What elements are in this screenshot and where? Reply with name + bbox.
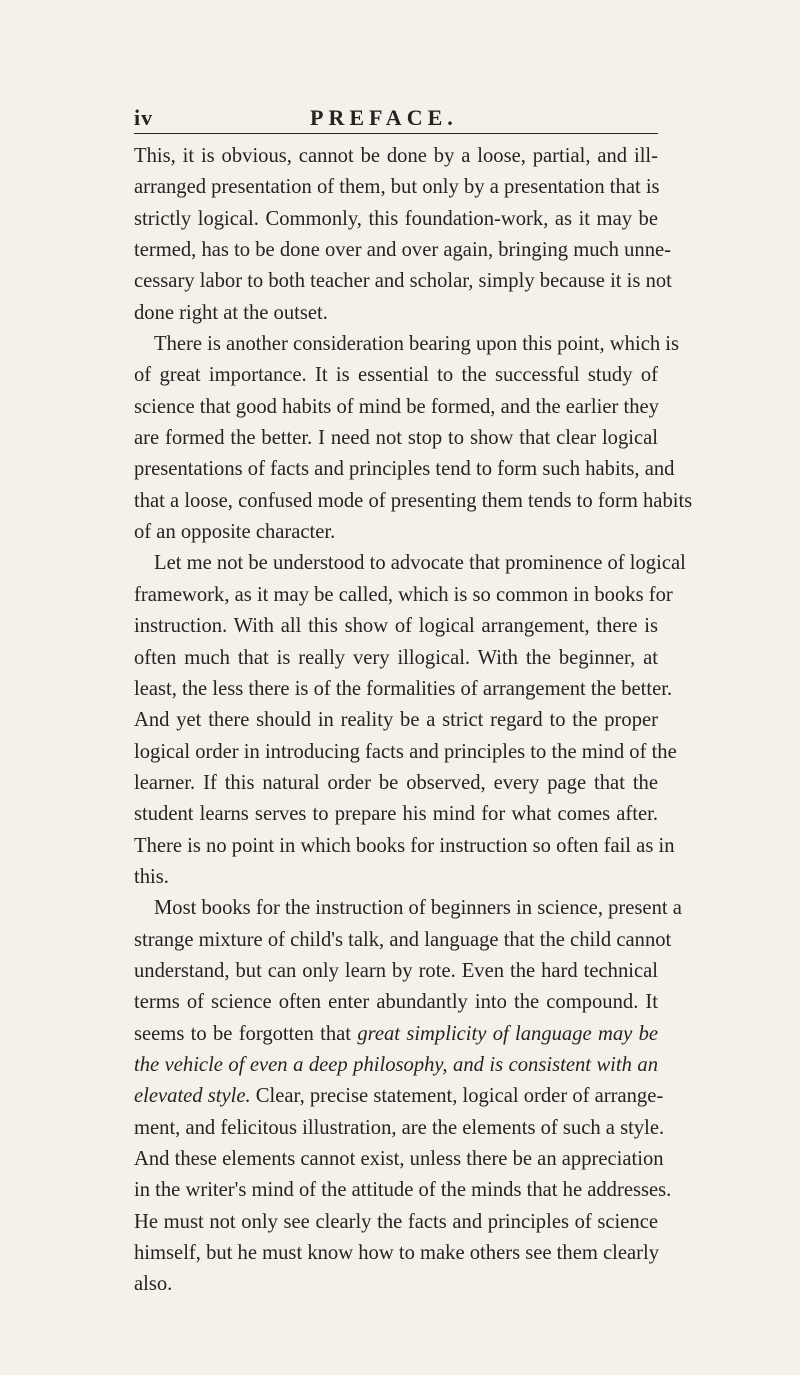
text-line: of an opposite character. (134, 521, 336, 544)
text-line: of great importance. It is essential to the successful study of (134, 364, 658, 387)
text-line: logical order in introducing facts and principles to the mind of the (134, 740, 677, 763)
text-segment: Clear, precise statement, logical order of arrange- (255, 1085, 664, 1108)
italic-phrase: elevated style. (134, 1085, 251, 1108)
text-line: Most books for the instruction of beginners in science, present a (154, 897, 682, 920)
text-segment: seems to be forgotten that (134, 1022, 351, 1045)
text-line: cessary labor to both teacher and scholar, simply because it is not (134, 270, 672, 293)
text-line: And these elements cannot exist, unless there be an appreciation (134, 1148, 664, 1170)
text-line: that a loose, confused mode of presenting them tends to form habits (134, 489, 693, 512)
text-line: He must not only see clearly the facts and principles of science (134, 1210, 658, 1233)
text-line: terms of science often enter abundantly into the compound. It (134, 991, 658, 1014)
text-line: this. (134, 865, 169, 888)
text-line: presentations of facts and principles tend to form such habits, and (134, 458, 675, 481)
preface-body (134, 141, 693, 1301)
text-line: termed, has to be done over and over again, bringing much unne- (134, 239, 671, 262)
text-line: student learns serves to prepare his mind for what comes after. (134, 803, 658, 826)
running-title: PREFACE. (310, 105, 458, 130)
text-line: in the writer's mind of the attitude of the minds that he addresses. (134, 1179, 672, 1202)
text-line (134, 1081, 664, 1112)
text-line: arranged presentation of them, but only by a presentation that is (134, 176, 660, 199)
text-line: strictly logical. Commonly, this foundation-work, as it may be (134, 207, 658, 230)
text-line: There is no point in which books for instruction so often fail as in (134, 834, 675, 857)
text-line: learner. If this natural order be observed, every page that the (134, 771, 658, 794)
text-line: And yet there should in reality be a strict regard to the proper (134, 709, 658, 732)
running-head (134, 91, 658, 134)
text-line: This, it is obvious, cannot be done by a loose, partial, and ill- (134, 145, 658, 167)
text-line: done right at the outset. (134, 301, 328, 324)
text-line: science that good habits of mind be formed, and the earlier they (134, 395, 659, 418)
text-line: strange mixture of child's talk, and language that the child cannot (134, 928, 672, 951)
text-line: himself, but he must know how to make others see them clearly (134, 1242, 660, 1265)
italic-phrase: the vehicle of even a deep philosophy, and is consistent with an (134, 1053, 658, 1076)
text-line: ment, and felicitous illustration, are the elements of such a style. (134, 1116, 665, 1139)
page-number: iv (134, 105, 154, 130)
text-line: framework, as it may be called, which is so common in books for (134, 583, 673, 606)
text-line (134, 1019, 658, 1050)
text-line: are formed the better. I need not stop to show that clear logical (134, 427, 658, 450)
text-line: Let me not be understood to advocate that prominence of logical (154, 552, 686, 575)
text-line (134, 1050, 658, 1081)
text-line: least, the less there is of the formalities of arrangement the better. (134, 677, 673, 700)
text-line: There is another consideration bearing upon this point, which is (154, 333, 680, 356)
text-line: also. (134, 1273, 173, 1296)
text-line: understand, but can only learn by rote. Even the hard technical (134, 959, 658, 982)
text-line: instruction. With all this show of logical arrangement, there is (134, 615, 658, 638)
italic-phrase: great simplicity of language may be (357, 1022, 659, 1045)
text-line: often much that is really very illogical. With the beginner, at (134, 646, 658, 669)
